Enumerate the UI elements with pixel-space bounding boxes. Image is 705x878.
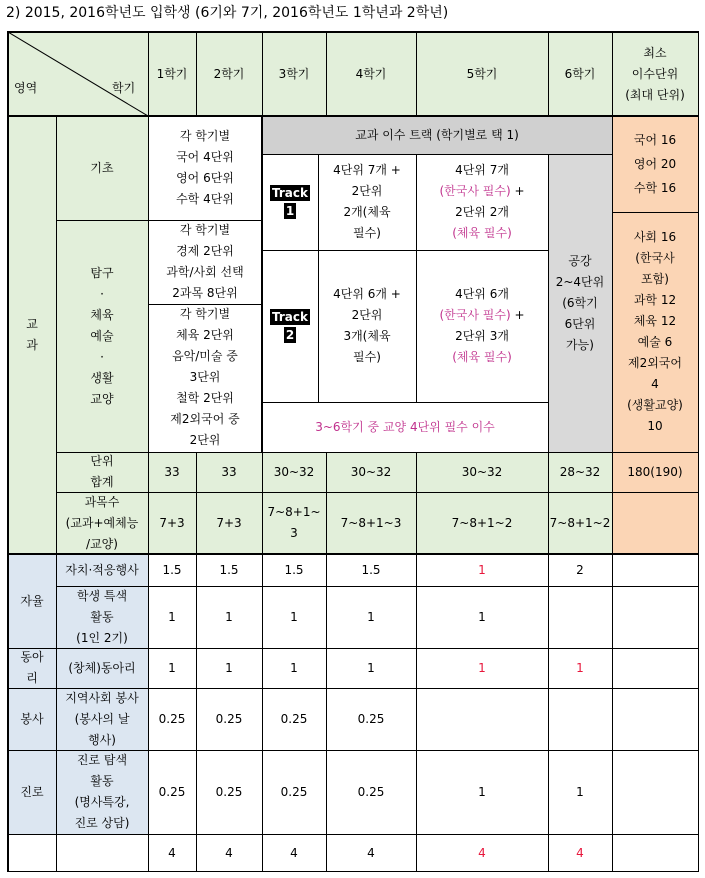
total-sem-2: 4	[225, 845, 233, 860]
vline-s1	[196, 32, 197, 116]
service-row-label: 지역사회 봉사 (봉사의 날 행사)	[56, 688, 148, 750]
vline-track	[318, 154, 319, 402]
service-sem-5	[416, 688, 548, 750]
career-sem-5: 1	[478, 784, 486, 799]
vline-s2-head	[262, 32, 263, 116]
club-sem-6: 1	[576, 660, 584, 675]
service-sem-3: 0.25	[280, 711, 308, 726]
total-sem-4: 4	[367, 845, 375, 860]
sem12-basic: 각 학기별 국어 4단위 영어 6단위 수학 4단위	[176, 129, 234, 206]
vline-s5-low	[548, 452, 549, 872]
explore-label: 탐구 · 체육 예술 · 생활 교양	[56, 220, 148, 452]
jayul-row2-sem-2: 1	[225, 609, 233, 624]
club-label: 동아 리	[8, 648, 56, 688]
total-min	[612, 834, 698, 872]
track-1-label-cell	[262, 154, 318, 250]
jayul-row1-sem-4: 1.5	[361, 562, 381, 577]
vline-s2-low	[262, 452, 263, 872]
subjects-min-units	[612, 492, 698, 554]
subjects-sem-5: 7~8+1~2	[416, 492, 548, 554]
track-1-plus: +	[510, 184, 525, 198]
track-header: 교과 이수 트랙 (학기별로 택 1)	[262, 116, 612, 154]
track-1-label: Track	[272, 186, 308, 200]
career-sem-4: 0.25	[357, 784, 385, 799]
header-min-units: 최소 이수단위 (최대 단위)	[612, 32, 698, 116]
sem12-explore-2: 각 학기별 체육 2단위 음악/미술 중 3단위 철학 2단위 제2외국어 중 2단위	[170, 307, 240, 447]
vline-s3-low	[326, 452, 327, 872]
header-semester-1: 1학기	[148, 32, 196, 116]
total-sem-6: 4	[576, 845, 584, 860]
jayul-row1-min	[612, 554, 698, 586]
career-sem-6: 1	[576, 784, 584, 799]
track-1-sem34: 4단위 7개 + 2단위 2개(체육 필수)	[333, 163, 401, 240]
track-2-sem5	[416, 250, 548, 402]
hline-units-min	[612, 452, 698, 453]
vline-s4-mid	[416, 154, 417, 402]
basic-label: 기초	[56, 116, 148, 220]
jayul-row1-sem-3: 1.5	[284, 562, 304, 577]
border-curriculum-bottom	[8, 553, 699, 555]
hline-track-split	[262, 250, 548, 251]
jayul-row2-sem-1: 1	[168, 609, 176, 624]
total-empty-1	[8, 834, 56, 872]
hline-jayul-1	[56, 586, 698, 587]
units-sem-5: 30~32	[416, 452, 548, 492]
vline-group	[56, 116, 57, 872]
track-1-sem5-line1: 4단위 7개	[455, 163, 509, 177]
jayul-row2-sem-4: 1	[367, 609, 375, 624]
border-top	[8, 31, 699, 33]
min-units-explore: 사회 16 (한국사 포함) 과학 12 체육 12 예술 6 제2외국어 4 (생활교양) 10	[612, 212, 698, 452]
hline-career	[8, 834, 699, 835]
jayul-row2-label: 학생 특색 활동 (1인 2기)	[56, 586, 148, 648]
jayul-label: 자율	[8, 554, 56, 648]
career-sem-1: 0.25	[158, 784, 186, 799]
jayul-row1-sem-5: 1	[478, 562, 486, 577]
jayul-row2-sem-5: 1	[478, 609, 486, 624]
hline-track-header	[262, 154, 612, 155]
club-sem-1: 1	[168, 660, 176, 675]
subjects-sem-1: 7+3	[148, 492, 196, 554]
service-label: 봉사	[8, 688, 56, 750]
jayul-row1-label: 자치·적응행사	[56, 554, 148, 586]
track-2-plus: +	[510, 308, 525, 322]
hline-subjects	[56, 492, 698, 493]
track-2-number: 2	[285, 328, 295, 342]
track-2-sem5-line3: 2단위 3개	[455, 329, 509, 343]
hline-club	[8, 688, 699, 689]
jayul-row2-sem-3: 1	[290, 609, 298, 624]
jayul-row1-sem-6: 2	[576, 562, 584, 577]
service-sem-4: 0.25	[357, 711, 385, 726]
hline-basic	[56, 220, 262, 221]
hline-units	[56, 452, 612, 453]
track-1-korean-history: (한국사 필수)	[439, 184, 511, 198]
hline-min-split	[612, 212, 698, 213]
units-total: 180(190)	[612, 452, 698, 492]
service-sem-2: 0.25	[215, 711, 243, 726]
career-label: 진로	[8, 750, 56, 834]
units-sem-4: 30~32	[326, 452, 416, 492]
curriculum-group-label: 교 과	[8, 116, 56, 554]
liberal-arts-note: 3~6학기 중 교양 4단위 필수 이수	[315, 419, 495, 434]
jayul-row2-sem-6	[548, 586, 612, 648]
page-title: 2) 2015, 2016학년도 입학생 (6기와 7기, 2016학년도 1학년과 2학년)	[6, 5, 449, 21]
career-sem-2: 0.25	[215, 784, 243, 799]
diagonal-line	[8, 32, 148, 116]
header-semester-2: 2학기	[196, 32, 262, 116]
hline-jayul-2	[8, 648, 699, 649]
track-2-sem5-line1: 4단위 6개	[455, 287, 509, 301]
track-2-pe-required: (체육 필수)	[452, 350, 512, 364]
career-row-label: 진로 탐색 활동 (명사특강, 진로 상담)	[56, 750, 148, 834]
border-bottom	[8, 871, 699, 872]
career-min	[612, 750, 698, 834]
border-header-bottom	[8, 115, 699, 117]
track-1-number: 1	[285, 204, 295, 218]
hline-explore-split	[148, 304, 262, 305]
vline-s3-head	[326, 32, 327, 116]
career-sem-3: 0.25	[280, 784, 308, 799]
vline-s5-head	[548, 32, 549, 116]
club-sem-5: 1	[478, 660, 486, 675]
track-1-pe-required: (체육 필수)	[452, 226, 512, 240]
track-2-sem34: 4단위 6개 + 2단위 3개(체육 필수)	[333, 287, 401, 364]
hline-service	[8, 750, 699, 751]
total-sem-3: 4	[290, 845, 298, 860]
jayul-row1-sem-2: 1.5	[219, 562, 239, 577]
vline-s4-low	[416, 452, 417, 872]
service-sem-6	[548, 688, 612, 750]
jayul-row2-min	[612, 586, 698, 648]
track-1-sem5-line3: 2단위 2개	[455, 205, 509, 219]
hline-track-bottom	[262, 402, 548, 403]
track-2-korean-history: (한국사 필수)	[439, 308, 511, 322]
header-diagonal-cell	[8, 32, 148, 116]
track-2-label-cell	[262, 250, 318, 402]
header-semester-6: 6학기	[548, 32, 612, 116]
header-semester-label: 학기	[112, 81, 136, 95]
club-sem-4: 1	[367, 660, 375, 675]
min-units-basic: 국어 16 영어 20 수학 16	[612, 116, 698, 212]
club-sem-2: 1	[225, 660, 233, 675]
club-row-label: (창체)동아리	[56, 648, 148, 688]
service-min	[612, 688, 698, 750]
units-total-label: 단위 합계	[56, 452, 148, 492]
vline-s1b	[196, 452, 197, 872]
track-2-label: Track	[272, 310, 308, 324]
header-semester-5: 5학기	[416, 32, 548, 116]
total-sem-1: 4	[168, 845, 176, 860]
subjects-sem-2: 7+3	[196, 492, 262, 554]
jayul-row1-sem-1: 1.5	[162, 562, 182, 577]
vline-s4-head	[416, 32, 417, 116]
track-1-sem5-line2	[439, 181, 524, 202]
subjects-count-label: 과목수 (교과+예체능 /교양)	[56, 492, 148, 554]
club-sem-3: 1	[290, 660, 298, 675]
track-2-sem5-line2	[439, 305, 524, 326]
total-sem-5: 4	[478, 845, 486, 860]
units-sem-3: 30~32	[262, 452, 326, 492]
track-1-sem5	[416, 154, 548, 250]
vline-s5-mid	[548, 154, 549, 452]
subjects-sem-4: 7~8+1~3	[326, 492, 416, 554]
club-min	[612, 648, 698, 688]
units-sem-1: 33	[148, 452, 196, 492]
header-area-label: 영역	[14, 81, 38, 95]
common-free-period: 공강 2~4단위 (6학기 6단위 가능)	[548, 154, 612, 452]
subjects-sem-6: 7~8+1~2	[548, 492, 612, 554]
header-semester-3: 3학기	[262, 32, 326, 116]
border-right	[698, 31, 699, 872]
total-empty-2	[56, 834, 148, 872]
service-sem-1: 0.25	[158, 711, 186, 726]
header-semester-4: 4학기	[326, 32, 416, 116]
border-left	[7, 31, 9, 872]
units-sem-6: 28~32	[548, 452, 612, 492]
subjects-sem-3: 7~8+1~ 3	[262, 492, 326, 554]
units-sem-2: 33	[196, 452, 262, 492]
sem12-explore-1: 각 학기별 경제 2단위 과학/사회 선택 2과목 8단위	[166, 223, 244, 300]
